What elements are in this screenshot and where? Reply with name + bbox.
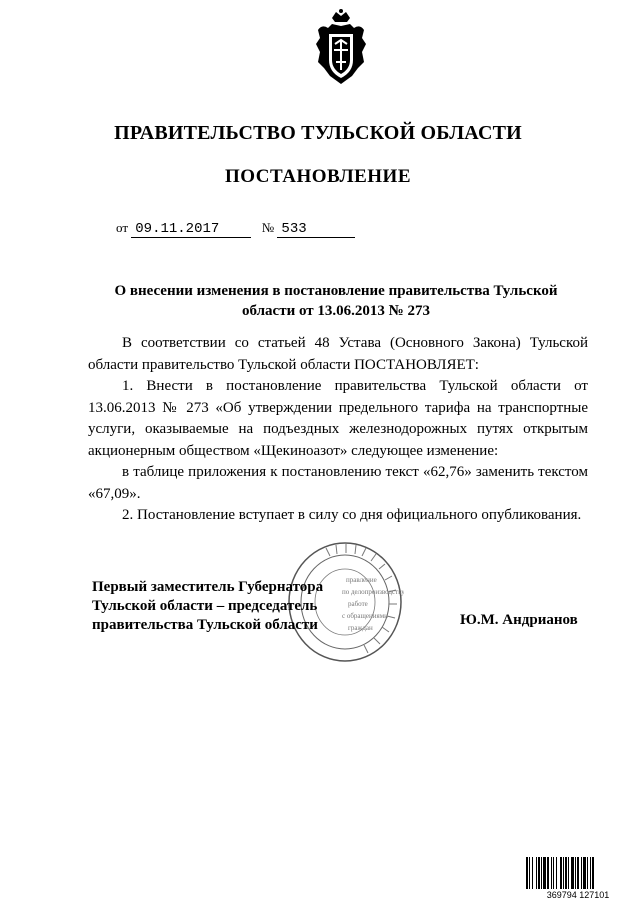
decree-number: 533 — [277, 221, 355, 238]
barcode-bar — [563, 857, 564, 889]
signatory-position-line: Первый заместитель Губернатора — [92, 579, 324, 595]
barcode-bar — [526, 857, 528, 889]
stamp-line: с обращениями — [342, 612, 388, 620]
signatory-position-line: Тульской области – председатель — [92, 598, 318, 614]
document-type-title: ПОСТАНОВЛЕНИЕ — [224, 166, 412, 187]
barcode-bar — [551, 857, 552, 889]
barcode-icon — [524, 856, 632, 900]
barcode-bar — [583, 857, 586, 889]
decree-body — [88, 333, 588, 527]
barcode-bar — [529, 857, 530, 889]
stamp-line: по делопроизводству — [342, 588, 404, 596]
decree-meta-line — [116, 220, 355, 238]
barcode-bar — [560, 857, 562, 889]
barcode-bar — [543, 857, 546, 889]
clause-1-paragraph: 1. Внести в постановление правительства Тульской области от 13.06.2013 № 273 «Об утверждении предельного тарифа на транспортные услуги, оказываемые на подъездных железнодорожных путях открытым акционерным обществом «Щекиноазот» следующее изменение: — [88, 378, 588, 459]
barcode-bar — [565, 857, 567, 889]
barcode-bar — [532, 857, 533, 889]
signatory-position — [92, 578, 323, 635]
barcode-bar — [536, 857, 537, 889]
barcode-bar — [571, 857, 574, 889]
barcode-bar — [538, 857, 540, 889]
preamble-paragraph: В соответствии со статьей 48 Устава (Основного Закона) Тульской области правительство Тульской области ПОСТАНОВЛЯЕТ: — [88, 335, 588, 373]
decree-subject: О внесении изменения в постановление правительства Тульской области от 13.06.2013 № 273 — [114, 283, 558, 319]
barcode-bar — [556, 857, 557, 889]
barcode-bar — [592, 857, 594, 889]
barcode-bar — [577, 857, 579, 889]
barcode-bar — [587, 857, 588, 889]
clause-2-paragraph: 2. Постановление вступает в силу со дня официального опубликования. — [122, 507, 582, 523]
barcode-bar — [575, 857, 576, 889]
barcode-bar — [547, 857, 549, 889]
barcode-bar — [581, 857, 582, 889]
coat-of-arms-icon — [312, 8, 370, 88]
date-prefix: от — [116, 220, 129, 235]
stamp-line: граждан — [348, 624, 373, 632]
barcode-bar — [590, 857, 591, 889]
barcode-bar — [568, 857, 569, 889]
stamp-line: правление — [346, 576, 377, 584]
number-prefix: № — [261, 220, 275, 235]
barcode-bar — [541, 857, 542, 889]
signatory-name: Ю.М. Андрианов — [460, 612, 578, 628]
stamp-line: работе — [348, 600, 368, 608]
government-title: ПРАВИТЕЛЬСТВО ТУЛЬСКОЙ ОБЛАСТИ — [114, 122, 522, 144]
signatory-position-line: правительства Тульской области — [92, 617, 318, 633]
barcode-bar — [553, 857, 554, 889]
barcode-number: 369794 127101 — [546, 890, 610, 900]
clause-1-change-paragraph: в таблице приложения к постановлению текст «62,76» заменить текстом «67,09». — [88, 464, 588, 502]
decree-date: 09.11.2017 — [131, 221, 251, 238]
